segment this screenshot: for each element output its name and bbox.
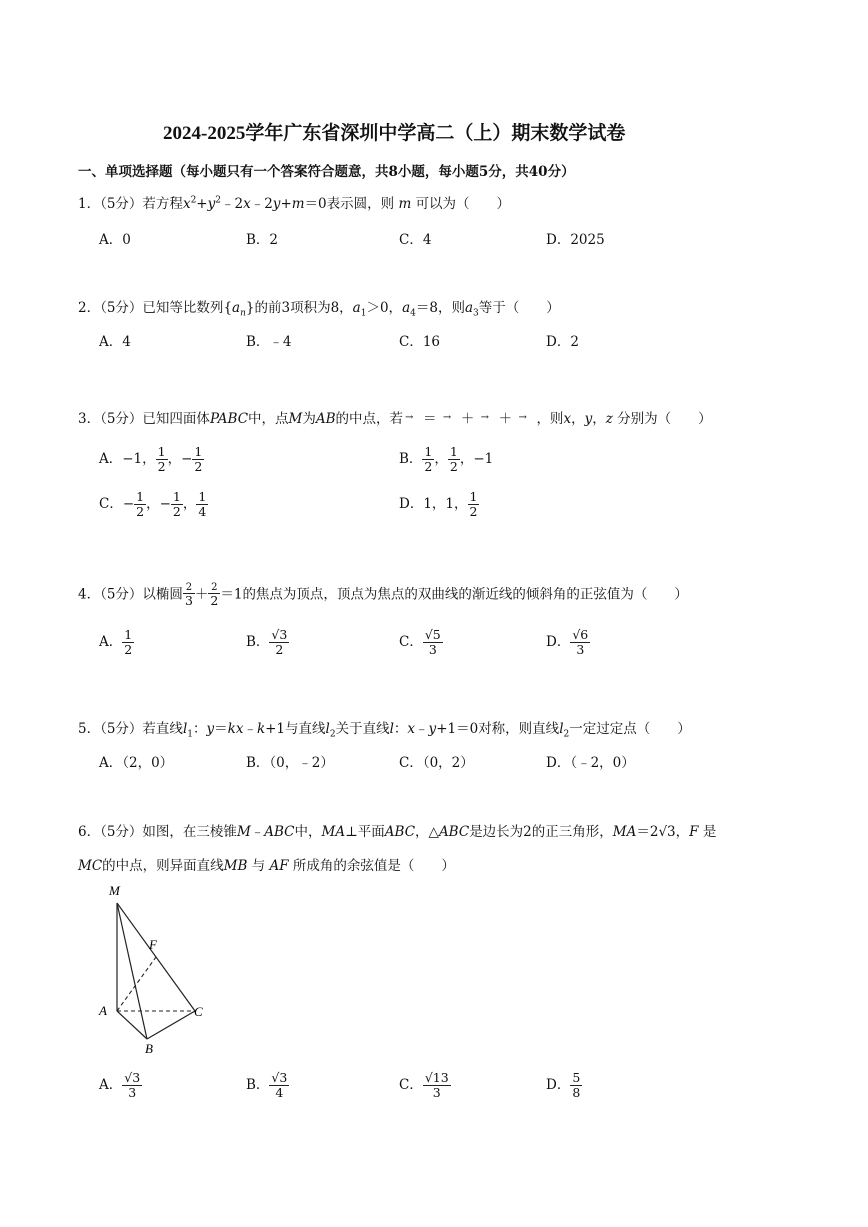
q5-option-a[interactable]: A．（2，0） [99,755,174,771]
q5-option-c[interactable]: C．（0，2） [399,755,474,771]
label-F: F [149,937,157,952]
q6-option-a[interactable]: A． $\frac{√3}{3}$ [99,1070,141,1100]
q2-option-a[interactable]: A．4 [99,334,131,350]
question-1: 1．（5分）若方程$x^2+y^2﹣2x﹣2y+m=0$表示圆，则 m 可以为（ ） [78,195,511,212]
q3-option-d[interactable]: D．1，1， $\frac{1}{2}$ [399,489,478,519]
q4-option-b[interactable]: B． $\frac{√3}{2}$ [246,627,288,657]
label-C: C [194,1004,203,1019]
label-M: M [109,883,120,898]
question-5: 5．（5分）若直线$l_1$：y＝kx﹣k+1与直线$l_2$关于直线l：x﹣y+1＝0对称，则直线$l_2$一定过定点（ ） [78,721,691,740]
q1-option-b[interactable]: B．2 [246,232,279,248]
question-6-line2: MC的中点，则异面直线MB 与 AF 所成角的余弦值是（ ） [78,858,455,874]
q2-option-b[interactable]: B．﹣4 [246,334,292,350]
q6-option-b[interactable]: B． $\frac{√3}{4}$ [246,1070,288,1100]
q1-option-d[interactable]: D．2025 [546,232,605,248]
q5-option-d[interactable]: D．（﹣2，0） [546,755,635,771]
q6-option-c[interactable]: C． $\frac{√13}{3}$ [399,1070,449,1100]
label-B: B [145,1041,153,1056]
q3-option-c[interactable]: C．− $\frac{1}{2}$ ，− $\frac{1}{2}$ ， $\frac{1}{4}$ [99,489,207,519]
q5-option-b[interactable]: B．（0，﹣2） [246,755,334,771]
q4-option-a[interactable]: A． $\frac{1}{2}$ [99,627,133,657]
label-A: A [99,1003,107,1018]
q6-option-d[interactable]: D． $\frac{5}{8}$ [546,1070,581,1100]
q1-option-a[interactable]: A．0 [99,232,131,248]
tetrahedron-figure [95,878,215,1058]
q2-option-d[interactable]: D．2 [546,334,579,350]
q3-option-b[interactable]: B． $\frac{1}{2}$ ， $\frac{1}{2}$ ，−1 [399,444,494,474]
q4-option-c[interactable]: C． $\frac{√5}{3}$ [399,627,441,657]
q3-option-a[interactable]: A．−1， $\frac{1}{2}$ ，− $\frac{1}{2}$ [99,444,203,474]
section-heading: 一、单项选择题（每小题只有一个答案符合题意，共8小题，每小题5分，共40分） [78,164,575,180]
question-4: 4．（5分）以椭圆 $\frac{2}{3}$ ＋ $\frac{2}{2}$ ＝1的焦点为顶点，顶点为焦点的双曲线的渐近线的倾斜角的正弦值为（ ） [78,582,688,608]
q1-option-c[interactable]: C．4 [399,232,432,248]
page-title: 2024-2025学年广东省深圳中学高二（上）期末数学试卷 [163,123,626,144]
q4-option-d[interactable]: D． $\frac{√6}{3}$ [546,627,589,657]
q2-option-c[interactable]: C．16 [399,334,441,350]
question-2: 2．（5分）已知等比数列$\{a_n\}$的前3项积为8，$a_1>0$，$a_4=8$，则$a_3$等于（ ） [78,300,560,319]
question-6: 6．（5分）如图，在三棱锥M﹣ABC中，MA⊥平面ABC，△ABC是边长为2的正三角形，MA＝2√3，F 是 [78,824,717,840]
question-3: 3．（5分）已知四面体PABC中，点M为AB的中点，若 ＝ ＋ ＋ ，则x，y，z 分别为（ ） [78,411,712,427]
